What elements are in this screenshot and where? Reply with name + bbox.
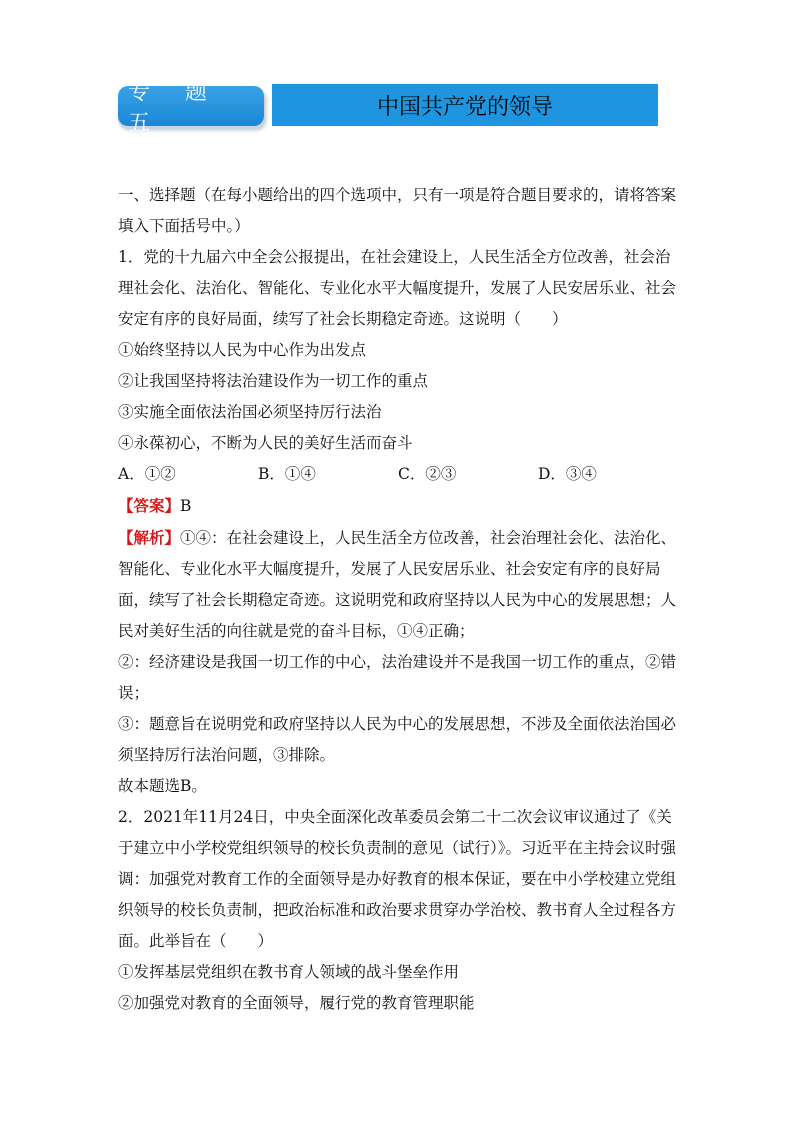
topic-tag: 专 题 五 — [118, 86, 264, 126]
question-1-item-4: ④永葆初心，不断为人民的美好生活而奋斗 — [118, 434, 413, 452]
section-header — [118, 80, 658, 136]
question-2-item-1: ①发挥基层党组织在教书育人领域的战斗堡垒作用 — [118, 963, 460, 981]
answer-value: B — [180, 497, 192, 515]
analysis-text-1: ①④：在社会建设上，人民生活全方位改善，社会治理社会化、法治化、智能化、专业化水平大幅度提升，发展了人民安居乐业、社会安定有序的良好局面，续写了社会长期稳定奇迹。这说明党和政府坚持以人民为中心的发展思想；人民对美好生活的向往就是党的奋斗目标，①④正确； — [118, 529, 677, 640]
question-1-item-3: ③实施全面依法治国必须坚持厉行法治 — [118, 403, 382, 421]
analysis-line-1 — [118, 522, 678, 647]
answer-line — [118, 490, 678, 522]
answer-label: 【答案】 — [118, 496, 181, 515]
section-heading: 一、选择题（在每小题给出的四个选项中，只有一项是符合题目要求的，请将答案填入下面括号中。） — [118, 186, 677, 235]
page-title: 中国共产党的领导 — [376, 94, 553, 120]
analysis-conclusion: 故本题选B。 — [118, 777, 207, 795]
analysis-label: 【解析】 — [118, 528, 181, 547]
document-body — [118, 180, 678, 1019]
question-1-item-2: ②让我国坚持将法治建设作为一切工作的重点 — [118, 372, 429, 390]
question-1-stem: 1．党的十九届六中全会公报提出，在社会建设上，人民生活全方位改善，社会治理社会化、法治化、智能化、专业化水平大幅度提升，发展了人民安居乐业、社会安定有序的良好局面，续写了社会长期稳定奇迹。这说明（ ） — [118, 248, 677, 328]
analysis-line-2: ②：经济建设是我国一切工作的中心，法治建设并不是我国一切工作的重点，②错误； — [118, 653, 677, 702]
question-1-item-1: ①始终坚持以人民为中心作为出发点 — [118, 341, 367, 359]
option-b: B．①④ — [258, 465, 316, 483]
analysis-line-3: ③：题意旨在说明党和政府坚持以人民为中心的发展思想，不涉及全面依法治国必须坚持厉行法治问题，③排除。 — [118, 715, 677, 764]
title-bar — [272, 84, 658, 126]
option-c: C．②③ — [398, 465, 457, 483]
option-a: A．①② — [118, 465, 176, 483]
question-1-options — [118, 459, 678, 490]
question-2-item-2: ②加强党对教育的全面领导，履行党的教育管理职能 — [118, 994, 475, 1012]
question-2-stem: 2．2021年11月24日，中央全面深化改革委员会第二十二次会议审议通过了《关于建立中小学校党组织领导的校长负责制的意见（试行）》。习近平在主持会议时强调：加强党对教育工作的全面领导是办好教育的根本保证，要在中小学校建立党组织领导的校长负责制，把政治标准和政治要求贯穿办学治校、教书育人全过程各方面。此举旨在（ ） — [118, 808, 677, 950]
option-d: D．③④ — [538, 465, 597, 483]
